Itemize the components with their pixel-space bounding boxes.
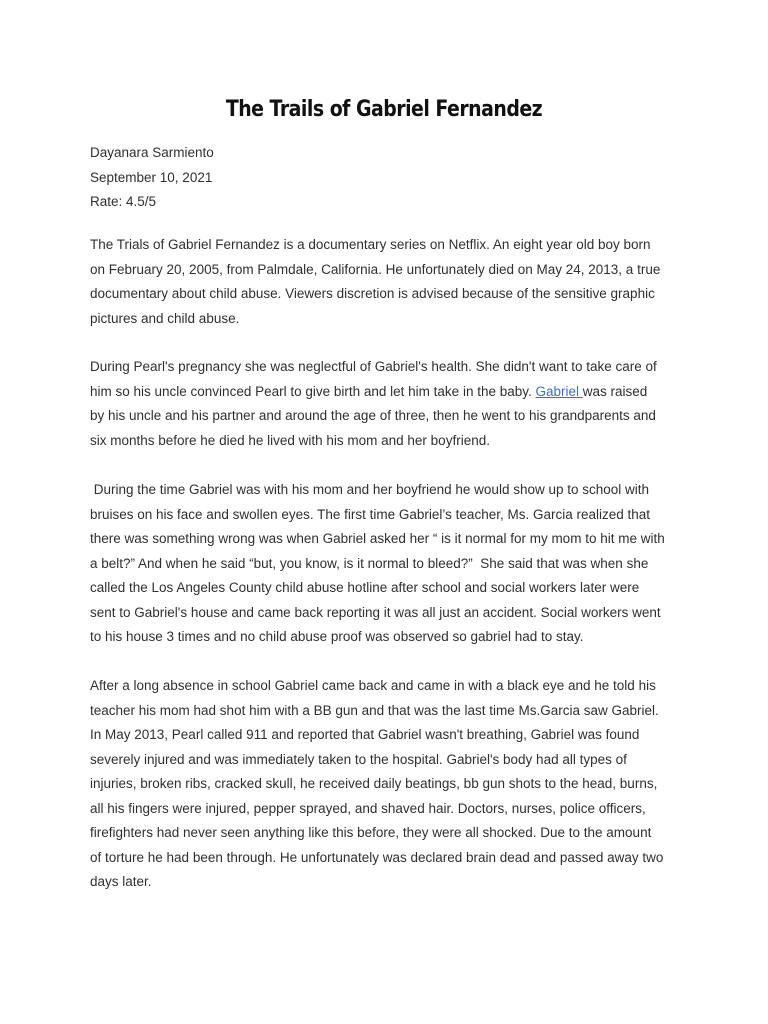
paragraph-line: firefighters had never seen anything like this before, they were all shocked. Due to the amount bbox=[90, 825, 652, 840]
paragraph-line: there was something wrong was when Gabriel asked her “ is it normal for my mom to hit me with bbox=[90, 531, 665, 546]
paragraph-2 bbox=[90, 355, 682, 453]
publish-date: September 10, 2021 bbox=[90, 169, 213, 185]
paragraph-line: documentary about child abuse. Viewers discretion is advised because of the sensitive graphic bbox=[90, 286, 655, 301]
paragraph-line: called the Los Angeles County child abuse hotline after school and social workers later were bbox=[90, 580, 640, 595]
paragraph-line: a belt?” And when he said “but, you know, is it normal to bleed?” She said that was when she bbox=[90, 555, 649, 571]
paragraph-line: bruises on his face and swollen eyes. The first time Gabriel’s teacher, Ms. Garcia realized that bbox=[90, 506, 651, 522]
paragraph-line-with-link bbox=[90, 380, 682, 405]
paragraph-line: teacher his mom had shot him with a BB gun and that was the last time Ms.Garcia saw Gabriel. bbox=[90, 702, 659, 718]
paragraph-3 bbox=[90, 478, 682, 650]
paragraph-4 bbox=[90, 674, 682, 895]
paragraph-line: on February 20, 2005, from Palmdale, California. He unfortunately died on May 24, 2013, a true bbox=[90, 261, 661, 277]
paragraph-line: sent to Gabriel's house and came back reporting it was all just an accident. Social workers went bbox=[90, 604, 661, 620]
paragraph-line: The Trials of Gabriel Fernandez is a documentary series on Netflix. An eight year old boy born bbox=[90, 237, 651, 252]
paragraph-line: days later. bbox=[90, 874, 152, 889]
paragraph-line: After a long absence in school Gabriel came back and came in with a black eye and he told his bbox=[90, 678, 656, 693]
paragraph-line: During the time Gabriel was with his mom and her boyfriend he would show up to school with bbox=[90, 482, 650, 497]
paragraph-line: by his uncle and his partner and around the age of three, then he went to his grandparents and bbox=[90, 408, 656, 423]
paragraph-line: severely injured and was immediately taken to the hospital. Gabriel's body had all types of bbox=[90, 751, 627, 767]
paragraph-line: In May 2013, Pearl called 911 and reported that Gabriel wasn't breathing, Gabriel was found bbox=[90, 727, 640, 742]
paragraph-line: injuries, broken ribs, cracked skull, he received daily beatings, bb gun shots to the head, burns, bbox=[90, 776, 658, 791]
paragraph-line: of torture he had been through. He unfortunately was declared brain dead and passed away two bbox=[90, 849, 664, 865]
document-title: The Trails of Gabriel Fernandez bbox=[225, 97, 543, 122]
paragraph-line: six months before he died he lived with his mom and her boyfriend. bbox=[90, 432, 490, 448]
paragraph-line-text: was raised bbox=[582, 383, 648, 399]
paragraph-line: all his fingers were injured, pepper sprayed, and shaved hair. Doctors, nurses, police officers, bbox=[90, 800, 646, 816]
document-meta bbox=[90, 141, 214, 215]
paragraph-1 bbox=[90, 233, 682, 331]
paragraph-line-text: him so his uncle convinced Pearl to give birth and let him take in the baby. bbox=[90, 383, 536, 399]
rating: Rate: 4.5/5 bbox=[90, 194, 157, 209]
paragraph-line: During Pearl's pregnancy she was neglectful of Gabriel's health. She didn't want to take care of bbox=[90, 359, 657, 374]
author-name: Dayanara Sarmiento bbox=[90, 145, 214, 160]
paragraph-line: to his house 3 times and no child abuse proof was observed so gabriel had to stay. bbox=[90, 629, 584, 644]
gabriel-link[interactable]: Gabriel bbox=[535, 383, 583, 399]
paragraph-line: pictures and child abuse. bbox=[90, 310, 240, 326]
